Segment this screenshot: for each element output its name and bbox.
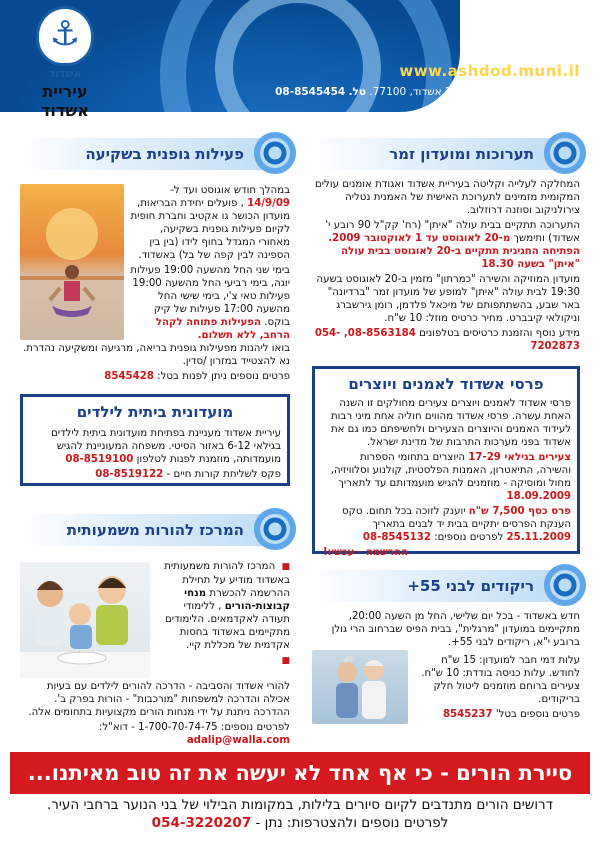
exhibitions-p2-text: התערוכה תתקיים בבית עולה "איתן" (רח' קק"ל 90 רובע י' אשדוד) ותימשך [325,220,580,244]
kids-club-box [20,394,290,486]
parents-email[interactable]: adalip@walla.com [186,735,290,746]
emblem-label: אשדוד [48,67,82,80]
kids-fax: 08-8519122 [95,469,164,480]
artists-p3 [323,505,571,544]
patrol-line2 [10,814,590,832]
artists-age: צעירים בגילאי 17-29 [468,452,571,463]
artists-phone: 08-8545132 [362,532,431,543]
exhibitions-p2 [312,219,580,271]
artists-p3-text: יוענק לזוכה בכל תחום. טקס הענקת הפרסים יתקיים בבית יד לבנים בתאריך [342,506,571,530]
exhibitions-body [312,178,580,355]
sunset-p2 [128,264,290,342]
sunset-end-date: 14/9/09 [247,198,290,209]
parents-center-title-text: המרכז להורות משמעותית [66,521,244,539]
parents-b1 [156,560,290,652]
elderly-dancers-photo [312,650,408,724]
parents-contact-text: לפרטים נוספים: 1-700-70-74-75 - דוא"ל: [98,722,290,733]
tel-label: טל. [348,86,367,98]
dance-body [412,654,580,723]
sunset-p3: בואו ליהנות מפעילות גופנית בריאה, מרגיעה ומשקיעה נהדרת. נא להצטייד במזרון /סדין. [22,343,290,367]
exhibitions-p1: המחלקה לעלייה וקליטה בעיריית אשדוד ואגודת אומנים עולים המקומית מזמינים לתערוכת האישית של האמנית נטליה צירולניקוב וסוזנה דרוזלוב. [315,179,580,216]
parents-footer [20,680,290,749]
sunset-p1-rest: , פועלים יחידת הבריאות, מועדון הכושר גו אקטיב וחברת חופית לקיום פעילות גופנית בשקיעה, מאחורי המגדל בחוף לידו (בין בין הספינה לבין קפה של בל) באשדוד. [130,198,290,261]
square-bullet-icon: ■ [281,562,290,572]
sunset-p1-text: במהלך חודש אוגוסט ועד ל- [170,185,290,196]
artists-ceremony-date: 25.11.2009 [506,532,571,543]
artists-p2-text: היוצרים בתחומי הספרות והשירה, התיאטרון, האמנות הפלסטית, קולנוע וסלוויזיה, מחול ומוסיקה - מוזמנים להגיש מועמדותם עד לתאריך [330,452,571,489]
kids-p1 [31,427,281,466]
kids-club-title: מועדונית ביתית לילדים [76,403,234,421]
artists-deadline: 18.09.2009 [506,491,571,502]
tel-number: 08-8545454 [275,86,346,98]
parents-contact [20,721,290,747]
exhibitions-phones: 08-8563184, 054-7202873 [314,328,580,352]
kids-p2-text: פקס לשליחת קורות חיים - [166,469,281,480]
sunset-phone: 8545428 [104,371,154,382]
square-bullet-icon: ■ [281,656,290,666]
exhibitions-title-text: תערוכות ומועדון זמר [389,145,534,163]
exhibitions-opening: הפתיחה החגיגית תתקיים ב-20 לאוגוסט בבית עולה "איתן" בשעה 18.30 [341,246,580,270]
address-text: רח' הגדוד העברי 10, ת.ד. 28 אשדוד, 77100. [369,86,580,98]
sunset-fitness-title-text: פעילות גופנית בשקיעה [85,145,244,163]
parents-b2-lead [156,654,290,668]
parents-body [156,560,290,670]
parents-patrol-body [10,796,590,832]
yoga-figure-icon [20,184,124,340]
parents-b2: להורי אשדוד והסביבה - הדרכה להורים לילדים עם בעיות אכילה והדרכה למשפחות "מורכבות" - הורות בפרק ב'. ההדרכה ניתנת על ידי מנחות הורים מקצועיות בתחומים אלה. [28,681,290,718]
sunset-fitness-footer [20,342,290,385]
exhibitions-p3: מועדון המוזיקה והשירה "כמרתון" מזמין ב-20 לאוגוסט בשעה 19:30 לבית עולה "איתן" למופע של מועדון זמר "ברדיונה" באר שבע, בהשתתפותם של מיכאל פלדמן, רומן גירשברג וניקולאי קיבברט. מחיר כרטיס מוזל: 10 ש"ח. [316,274,580,324]
family-photo [20,562,150,678]
parents-b1-text: המרכז להורות משמעותית באשדוד מודיע על תחילת ההרשמה להכשרת [164,561,290,599]
sunset-fitness-body [128,184,290,344]
sunset-free-entry: הפעילות פתוחה לקהל הרחב, ללא תשלום. [155,317,290,341]
site-url[interactable]: www.ashdod.muni.il [399,62,580,80]
dance-title-text: ריקודים לבני 55+ [407,577,534,595]
dance-phone: 8545237 [442,709,493,720]
dance-title [312,570,580,602]
artists-box [312,366,580,558]
exhibitions-p4-text: מידע נוסף והזמנת כרטיסים בטלפונים [419,328,580,339]
artists-p2 [323,451,571,503]
sunset-fitness-title [20,138,290,170]
city-logo [24,6,106,120]
parents-b1-bold: מנחי קבוצות-הורים [184,588,290,612]
yoga-sunset-photo [20,184,124,340]
dance-p1: חדש באשדוד - בכל יום שלישי, החל מן השעה 20:00, מתקיימים במועדון "מרגלית", בבית הפיס שברחוב הרי גולן ברובע י"א, ריקודים לבני 55+. [331,611,580,648]
sunset-p4 [20,370,290,383]
ashdod-emblem-icon [36,6,94,66]
elderly-couple-icon [312,650,408,724]
dance-p3-text: פרטים נוספים בטל' [495,709,580,720]
contact-bar [236,86,580,98]
artists-p1: פרסי אשדוד לאמנים ויוצרים צעירים מחולקים זו השנה האחת עשרה. פרסי אשדוד מהווים חוליה אחת מיני רבות לעידוד האמנים והיוצרים הצעירים ולחשיפתם כמו גם את אשדוד בפני מערכות התרבות של מדינת ישראל. [330,398,571,448]
kids-phone: 08-8519100 [65,454,134,465]
dance-p2: עלות דמי חבר למועדון: 15 ש"ח לחודש. עלות כניסה בודדת: 10 ש"ח. צעירים ברוחם מוזמנים ליטול חלק בריקודים. [421,655,580,705]
family-dinner-icon [20,562,150,678]
kids-p2 [31,468,281,481]
artists-more-info: לפרטים נוספים: [434,532,504,543]
patrol-phone: 054-3220207 [151,815,252,831]
kids-club-body [31,427,281,483]
parents-patrol-banner: סיירת הורים - כי אף אחד לא יעשה את זה טוב מאיתנו... [10,752,590,794]
exhibitions-dates: מ-20 לאוגוסט עד 1 לאוקטובר 2009. [328,233,511,244]
exhibitions-p4 [312,327,580,353]
artists-body [323,397,571,561]
sunset-p4-text: פרטים נוספים ניתן לפנות בטל: [157,371,290,382]
parents-b1-rest: , ללימודי תעודה לאקדמאים. הלימודים מתקיימים באשדוד בחסות אקדמית של מכללת קיי. [165,601,290,651]
kids-p1-text: עיריית אשדוד מעניינת בפתיחת מועדונית ביתית לילדים בגילאי 6-12 באזור הסיטי. משפחה המעוניינת להגיש מועמדותה, מוזמנת לפנות לטלפון [50,428,281,465]
city-name: עיריית אשדוד [40,82,90,120]
exhibitions-title [312,138,580,170]
parents-center-title [20,514,290,546]
sunset-p1 [128,184,290,262]
artists-prize: פרס כסף 7,500 ש"ח [468,506,571,517]
dance-p3 [412,708,580,721]
page-header [0,0,600,120]
artists-cta: ההרשמה - עכשיו! [323,547,408,558]
patrol-line2-text: לפרטים נוספים ולהצטרפות: נתן - [255,815,449,831]
sunset-p2-text: בימי שני החל מהשעה 19:00 פעילות יוגה, בימי רביעי החל מהשעה 19:00 פעילות טאי צ'י, בימי שישי החל מהשעה 17:00 פעילות של קיק בוקס. [130,265,290,328]
artists-title: פרסי אשדוד לאמנים ויוצרים [348,375,544,393]
patrol-line1: דרושים הורים מתנדבים לקיום סיורים בלילות, במקומות הבילוי של בני הנוער ברחבי העיר. [46,797,554,813]
